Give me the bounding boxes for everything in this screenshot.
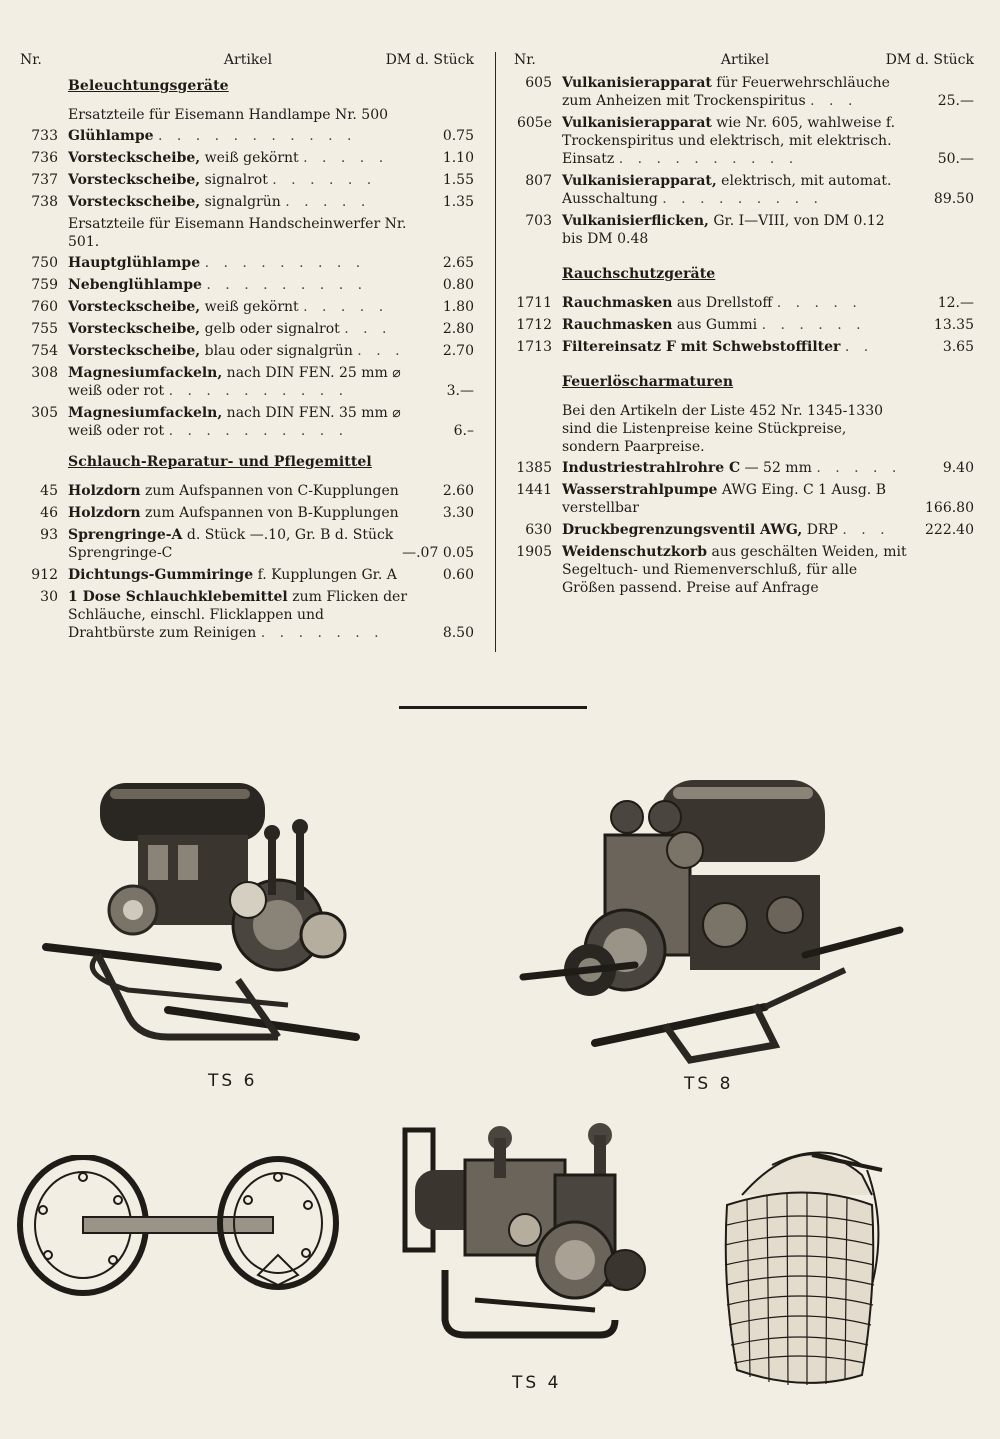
catalog-item [512,294,978,312]
item-description [562,317,866,333]
leader-dots: . . . . . [303,150,389,166]
item-name: Holzdorn [68,505,141,521]
catalog-item [18,149,478,167]
item-detail: zum Aufspannen von C-Kupplungen [140,483,399,499]
item-description [68,527,393,561]
leader-dots: . . . . . . . . . . [168,383,349,399]
price-section [512,74,978,248]
catalog-item [18,364,478,400]
section-title: Beleuchtungsgeräte [68,78,229,94]
item-detail: elektrisch, mit automat. Ausschaltung [562,173,892,207]
item-name: Vulkanisierapparat [562,115,712,131]
item-name: Hauptglühlampe [68,255,201,271]
header-artikel: Artikel [720,52,770,68]
willow-basket-illustration [712,1135,897,1395]
item-description [562,460,901,476]
ts6-pump-illustration [38,775,368,1075]
item-price: 13.35 [933,317,974,333]
catalog-item [18,127,478,145]
item-name: Filtereinsatz F mit Schwebstoffilter [562,339,841,355]
item-detail: aus Drellstoff [672,295,773,311]
section-note: Bei den Artikeln der Liste 452 Nr. 1345-1330 sind die Listenpreise keine Stückpreise, sondern Paarpreise. [562,403,884,455]
item-number: 605 [525,75,552,91]
item-name: Industriestrahlrohre C [562,460,741,476]
left-column-header [18,52,478,74]
item-detail: nach DIN FEN. 25 mm ⌀ weiß oder rot [68,365,401,399]
catalog-item [512,316,978,334]
item-name: Vorsteckscheibe, [68,343,201,359]
item-description [562,522,890,538]
item-detail: DRP [802,522,838,538]
item-detail: d. Stück —.10, Gr. B d. Stück Sprengringe-C [68,527,394,561]
item-number: 754 [31,343,58,359]
item-name: Vorsteckscheibe, [68,172,201,188]
section-title: Feuerlöscharmaturen [562,374,734,390]
leader-dots: . . . . . . . . . [204,255,366,271]
item-description [562,115,895,167]
item-number: 738 [31,194,58,210]
leader-dots: . . . [357,343,405,359]
item-price: 1.80 [442,299,474,315]
item-number: 1905 [516,544,552,560]
header-artikel: Artikel [223,52,273,68]
item-description [68,505,399,521]
left-sections [18,78,478,642]
item-detail: gelb oder signalrot [200,321,340,337]
item-number: 1713 [516,339,552,355]
item-number: 1711 [516,295,552,311]
item-detail: wie Nr. 605, wahlweise f. Trockenspiritus und elektrisch, mit elektrisch. Einsatz [562,115,896,167]
item-price: 222.40 [925,522,974,538]
item-price: 166.80 [925,500,974,516]
item-detail: aus Gummi [672,317,758,333]
item-description [68,299,388,315]
item-name: Vulkanisierapparat [562,75,712,91]
leader-dots: . . . . . [816,460,902,476]
item-price: 50.— [937,151,974,167]
item-number: 807 [525,173,552,189]
catalog-item [18,193,478,211]
item-description [562,482,886,516]
item-description [68,277,367,293]
item-description [68,589,407,641]
leader-dots: . . . . . . . . . . [168,423,349,439]
item-price: 1.55 [442,172,474,188]
item-price: 1.35 [442,194,474,210]
item-detail: aus geschälten Weiden, mit Segeltuch- und Riemenverschluß, für alle Größen passend. Preise auf Anfrage [562,544,907,596]
item-price: 2.80 [442,321,474,337]
item-number: 733 [31,128,58,144]
item-name: Magnesiumfackeln, [68,405,223,421]
item-name: Weidenschutzkorb [562,544,708,560]
item-description [68,255,365,271]
item-name: Druckbegrenzungsventil AWG, [562,522,803,538]
item-price: 0.80 [442,277,474,293]
leader-dots: . . . [842,522,890,538]
catalog-item [18,298,478,316]
item-detail: AWG Eing. C 1 Ausg. B verstellbar [562,482,886,516]
leader-dots: . . . . . . . . . . . [157,128,357,144]
catalog-item [18,404,478,440]
item-number: 912 [31,567,58,583]
item-number: 630 [525,522,552,538]
leader-dots: . . . . . . . . . [206,277,368,293]
item-description [68,321,392,337]
item-number: 750 [31,255,58,271]
header-nr: Nr. [20,52,42,68]
item-description [68,405,401,439]
item-name: Rauchmasken [562,295,673,311]
right-column [512,52,978,601]
item-description [562,295,862,311]
item-description [68,343,405,359]
item-name: Dichtungs-Gummiringe [68,567,254,583]
catalog-item [18,320,478,338]
section-note: Ersatzteile für Eisemann Handlampe Nr. 500 [68,107,389,123]
item-name: Magnesiumfackeln, [68,365,223,381]
price-section [512,266,978,356]
header-price: DM d. Stück [385,52,474,68]
item-price: 6.– [453,423,474,439]
item-name: Rauchmasken [562,317,673,333]
catalog-item [512,172,978,208]
catalog-item [18,504,478,522]
item-number: 1712 [516,317,552,333]
leader-dots: . . . [344,321,392,337]
section-title: Schlauch-Reparatur- und Pflegemittel [68,454,372,470]
item-detail: signalrot [200,172,268,188]
item-description [68,150,388,166]
item-description [68,365,401,399]
item-number: 755 [31,321,58,337]
leader-dots: . . . . . . [761,317,866,333]
item-description [68,483,399,499]
item-description [68,567,397,583]
item-number: 736 [31,150,58,166]
item-description [68,128,356,144]
item-name: Glühlampe [68,128,154,144]
catalog-item [512,338,978,356]
catalog-item [512,459,978,477]
item-price: 1.10 [442,150,474,166]
item-number: 605e [516,115,552,131]
item-description [562,544,907,596]
item-number: 93 [40,527,58,543]
catalog-item [18,254,478,272]
section-title: Rauchschutzgeräte [562,266,716,282]
item-name: 1 Dose Schlauchklebemittel [68,589,288,605]
header-price: DM d. Stück [885,52,974,68]
item-price: 3.30 [442,505,474,521]
item-name: Nebenglühlampe [68,277,202,293]
item-number: 759 [31,277,58,293]
catalog-item [18,588,478,642]
item-number: 703 [525,213,552,229]
left-column [18,52,478,646]
header-nr: Nr. [514,52,536,68]
item-price: 3.— [446,383,474,399]
column-divider [495,52,496,652]
item-number: 308 [31,365,58,381]
catalog-item [18,276,478,294]
hose-reel-illustration [8,1155,353,1305]
item-name: Vorsteckscheibe, [68,150,201,166]
item-price: 89.50 [933,191,974,207]
ts8-pump-illustration [515,775,910,1075]
item-detail: zum Aufspannen von B-Kupplungen [140,505,399,521]
item-price: 2.70 [442,343,474,359]
item-name: Vulkanisierflicken, [562,213,709,229]
leader-dots: . . . . . [776,295,862,311]
item-name: Holzdorn [68,483,141,499]
leader-dots: . . . [810,93,858,109]
item-number: 760 [31,299,58,315]
leader-dots: . . . . . . . . . . [618,151,799,167]
item-detail: blau oder signalgrün [200,343,353,359]
item-price: 12.— [937,295,974,311]
leader-dots: . . . . . . [272,172,377,188]
item-description [68,172,376,188]
item-description [68,194,370,210]
item-price: 2.60 [442,483,474,499]
section-note: Ersatzteile für Eisemann Handscheinwerfer Nr. 501. [68,216,407,250]
item-price: 8.50 [442,625,474,641]
item-price: 0.60 [442,567,474,583]
item-description [562,75,890,109]
item-description [562,213,885,247]
right-column-header [512,52,978,74]
catalog-item [512,543,978,597]
item-number: 305 [31,405,58,421]
price-section [18,78,478,440]
item-name: Sprengringe-A [68,527,183,543]
item-price: —.07 0.05 [402,545,474,561]
leader-dots: . . . . . . . [260,625,384,641]
item-number: 30 [40,589,58,605]
ts4-pump-illustration [375,1120,655,1365]
item-price: 2.65 [442,255,474,271]
ts4-caption: TS 4 [512,1373,562,1393]
catalog-item [18,171,478,189]
item-detail: weiß gekörnt [200,299,299,315]
item-price: 9.40 [942,460,974,476]
price-section [512,374,978,597]
item-name: Vorsteckscheibe, [68,321,201,337]
item-number: 737 [31,172,58,188]
item-detail: für Feuerwehrschläuche zum Anheizen mit Trockenspiritus [562,75,890,109]
item-number: 46 [40,505,58,521]
item-price: 3.65 [942,339,974,355]
leader-dots: . . . . . [285,194,371,210]
item-number: 1441 [516,482,552,498]
item-name: Wasserstrahlpumpe [562,482,718,498]
item-description [562,173,891,207]
catalog-item [512,521,978,539]
item-detail: Gr. I—VIII, von DM 0.12 bis DM 0.48 [562,213,885,247]
item-description [562,339,873,355]
catalog-item [512,481,978,517]
catalog-item [18,526,478,562]
item-detail: — 52 mm [740,460,812,476]
item-price: 0.75 [442,128,474,144]
leader-dots: . . . . . [303,299,389,315]
section-separator-rule [399,706,587,709]
catalog-item [18,482,478,500]
catalog-item [512,114,978,168]
right-sections [512,74,978,597]
item-detail: nach DIN FEN. 35 mm ⌀ weiß oder rot [68,405,401,439]
ts6-caption: TS 6 [208,1071,258,1091]
price-section [18,454,478,642]
item-name: Vorsteckscheibe, [68,299,201,315]
catalog-item [18,342,478,360]
catalog-item [512,212,978,248]
item-detail: weiß gekörnt [200,150,299,166]
item-number: 45 [40,483,58,499]
leader-dots: . . [844,339,874,355]
item-name: Vulkanisierapparat, [562,173,717,189]
item-detail: zum Flicken der Schläuche, einschl. Flicklappen und Drahtbürste zum Reinigen [68,589,408,641]
item-number: 1385 [516,460,552,476]
catalog-item [18,566,478,584]
catalog-item [512,74,978,110]
ts8-caption: TS 8 [684,1074,734,1094]
item-detail: signalgrün [200,194,281,210]
item-detail: f. Kupplungen Gr. A [253,567,397,583]
leader-dots: . . . . . . . . . [662,191,823,207]
item-name: Vorsteckscheibe, [68,194,201,210]
item-price: 25.— [937,93,974,109]
